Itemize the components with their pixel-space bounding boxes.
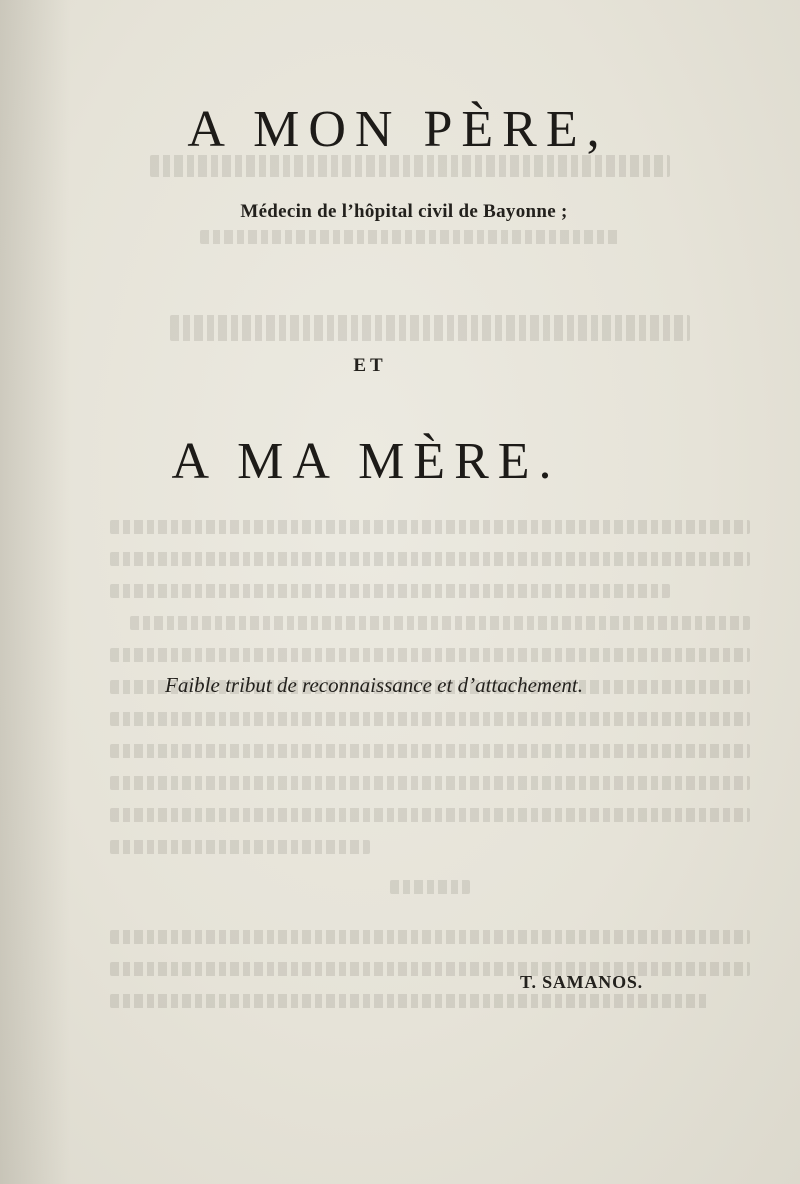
tribute-text: Faible tribut de reconnaissance et d’attachement. bbox=[165, 673, 583, 697]
dedication-title-mother: A MA MÈRE. bbox=[171, 433, 561, 490]
conjunction-et: ET bbox=[353, 355, 387, 376]
author-signature: T. SAMANOS. bbox=[520, 972, 643, 992]
father-subtitle: Médecin de l’hôpital civil de Bayonne ; bbox=[240, 201, 568, 222]
dedication-title-father: A MON PÈRE, bbox=[187, 101, 609, 158]
gutter-shadow bbox=[0, 0, 70, 1184]
